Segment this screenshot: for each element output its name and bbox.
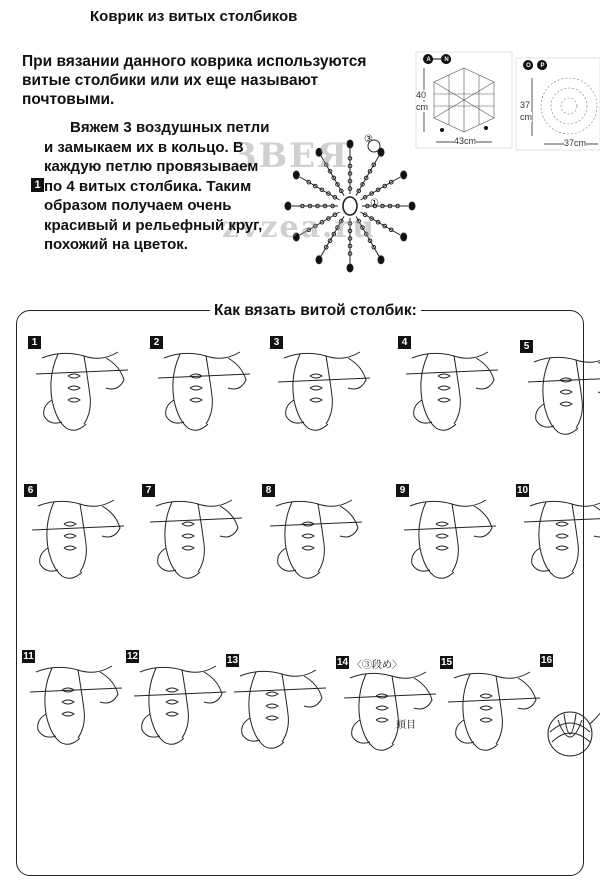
hand-illustration (270, 336, 380, 446)
watermark-bottom: zvzea.ru (222, 210, 377, 245)
step-note: 頭目 (396, 720, 416, 731)
step-number-badge: 8 (262, 484, 275, 497)
size-diagram-1 (414, 50, 514, 150)
step-number-badge: 3 (270, 336, 283, 349)
step-panel-4 (398, 336, 508, 446)
step-panel-12 (126, 650, 236, 760)
step-panel-13 (226, 654, 336, 764)
hand-illustration (540, 654, 600, 764)
step-number-badge: 11 (23, 651, 34, 662)
step-panel-8 (262, 484, 372, 594)
hand-illustration (226, 654, 336, 764)
step-panel-1 (28, 336, 138, 446)
size-width-2: 37cm (564, 138, 587, 148)
hand-illustration (22, 650, 132, 760)
diagram-label-3: ③ (364, 134, 373, 145)
step-panel-14 (336, 656, 446, 766)
step-panel-15 (440, 656, 550, 766)
step1-text: Вяжем 3 воздушных петли и замыкаем их в кольцо. В каждую петлю провязываем по 4 витых столбика. Таким образом получаем очень красивый и рельефный круг, похожий на цветок. (44, 119, 270, 253)
size-height: 40 (416, 90, 427, 100)
diagram-label-1: ① (370, 198, 379, 209)
hand-illustration (398, 336, 508, 446)
hand-illustration (28, 336, 138, 446)
hand-illustration (520, 340, 600, 450)
size-diagram-2 (514, 56, 600, 152)
step-number-badge: 16 (541, 655, 553, 666)
size-badge-n: N (442, 55, 451, 64)
hand-illustration (262, 484, 372, 594)
step-panel-5 (520, 340, 600, 450)
hand-illustration (516, 484, 600, 594)
size-badge-a: A (424, 55, 433, 64)
step-panel-2 (150, 336, 260, 446)
step-number-badge: 9 (396, 484, 409, 497)
step-number-badge: 15 (441, 657, 453, 668)
size-badge-p: P (538, 61, 547, 70)
step-number-badge: 5 (520, 340, 533, 353)
size-height-2: 37 (520, 100, 531, 110)
step-panel-7 (142, 484, 252, 594)
step-panel-9 (396, 484, 506, 594)
hand-illustration (336, 656, 446, 766)
step-caption: 〈③段め〉 (352, 660, 402, 671)
step-number-badge: 7 (142, 484, 155, 497)
step-number-badge: 10 (517, 485, 529, 496)
step-panel-11 (22, 650, 132, 760)
hand-illustration (142, 484, 252, 594)
step-panel-10 (516, 484, 600, 594)
size-badge-o: O (524, 61, 533, 70)
step-number-badge: 12 (127, 651, 139, 662)
intro-paragraph: При вязании данного коврика используются витые столбики или их еще называют почтовыми. (22, 53, 367, 108)
step-panel-16 (540, 654, 600, 764)
howto-title: Как вязать витой столбик: (210, 302, 421, 320)
watermark-top: ЗВЕЯ (232, 136, 350, 176)
step-number-badge: 4 (398, 336, 411, 349)
step-number-badge: 1 (28, 336, 41, 349)
step-number-badge: 13 (227, 655, 239, 666)
step-badge-1: 1 (31, 178, 44, 192)
hand-illustration (440, 656, 550, 766)
page-title: Коврик из витых столбиков (90, 8, 298, 25)
size-height-unit-2: cm (520, 112, 532, 122)
step-number-badge: 2 (150, 336, 163, 349)
hand-illustration (24, 484, 134, 594)
step-number-badge: 6 (24, 484, 37, 497)
step-number-badge: 14 (337, 657, 349, 668)
hand-illustration (126, 650, 236, 760)
hand-illustration (150, 336, 260, 446)
step-panel-6 (24, 484, 134, 594)
size-width: 43cm (454, 136, 477, 146)
step-panel-3 (270, 336, 380, 446)
hand-illustration (396, 484, 506, 594)
size-height-unit: cm (416, 102, 428, 112)
